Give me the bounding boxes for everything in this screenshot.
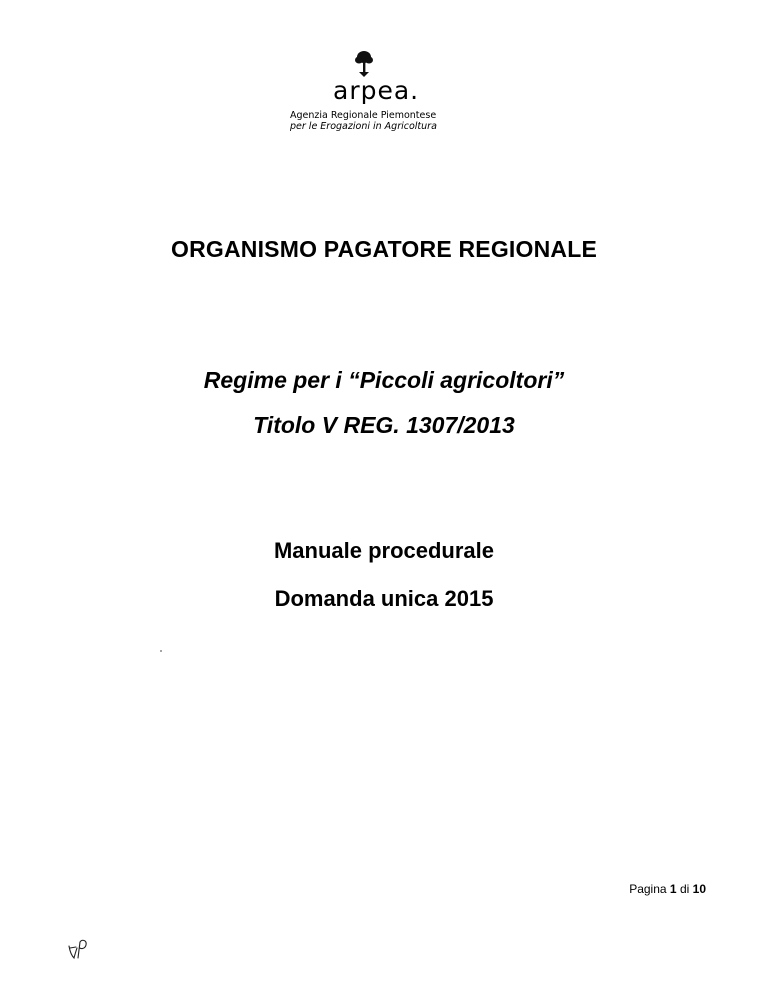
page-total: 10 xyxy=(692,882,706,896)
logo-subtitle-line1: Agenzia Regionale Piemontese xyxy=(290,110,437,121)
handwritten-initials-icon xyxy=(66,938,94,962)
page-of: di xyxy=(679,882,690,896)
page-number xyxy=(629,882,706,896)
page-label: Pagina xyxy=(629,882,667,896)
logo-subtitle-line2: per le Erogazioni in Agricoltura xyxy=(290,121,437,132)
manual-title: Manuale procedurale xyxy=(273,538,495,563)
tree-icon xyxy=(352,50,376,78)
logo-subtitle xyxy=(290,110,437,132)
regulation-subtitle: Titolo V REG. 1307/2013 xyxy=(253,412,515,438)
page-current: 1 xyxy=(669,882,677,896)
regime-subtitle: Regime per i “Piccoli agricoltori” xyxy=(203,367,565,393)
scan-speck xyxy=(160,650,162,652)
logo-wordmark: arpea. xyxy=(333,76,420,105)
document-title: ORGANISMO PAGATORE REGIONALE xyxy=(170,236,597,262)
manual-subtitle: Domanda unica 2015 xyxy=(274,586,494,611)
